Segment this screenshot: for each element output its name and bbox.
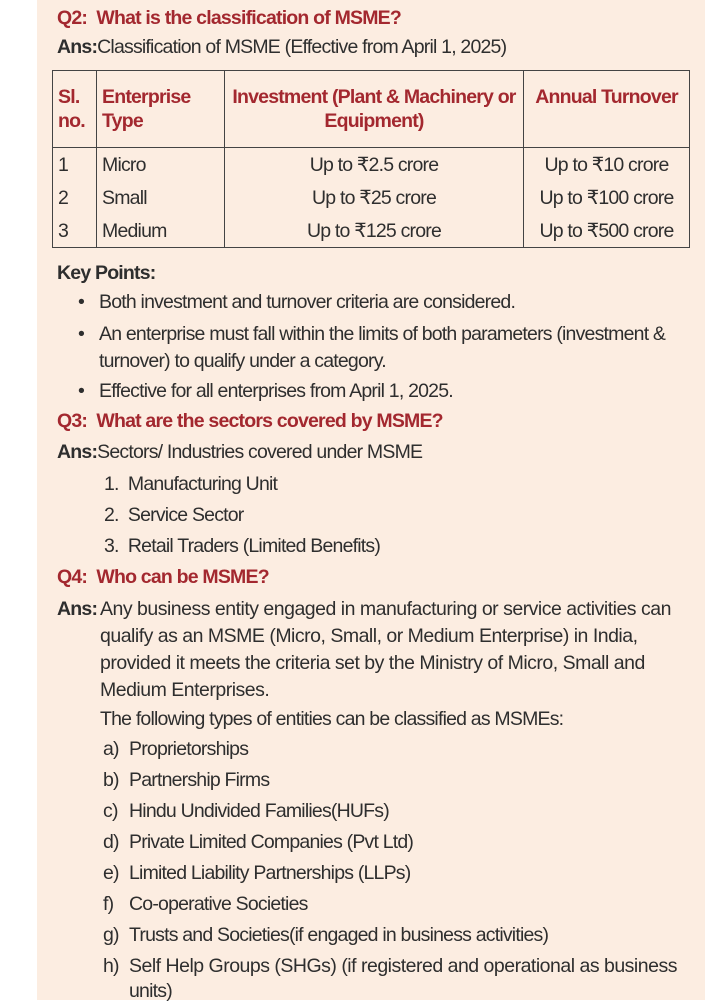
cell: 2 — [53, 181, 97, 214]
classification-table — [52, 70, 690, 248]
cell: Small — [97, 181, 225, 214]
table-row — [53, 148, 690, 182]
cell: Up to ₹10 crore — [524, 148, 690, 182]
item-marker: g) — [103, 924, 119, 946]
cell: Up to ₹2.5 crore — [225, 148, 524, 182]
q4-ans-label: Ans: — [57, 598, 98, 620]
entity-item: Trusts and Societies(if engaged in business activities) — [129, 924, 549, 946]
item-marker: f) — [103, 893, 114, 915]
key-point: An enterprise must fall within the limits of both parameters (investment & — [99, 323, 666, 345]
table-header — [53, 71, 690, 148]
cell: 1 — [53, 148, 97, 182]
table-row — [53, 214, 690, 248]
entity-item: Limited Liability Partnerships (LLPs) — [129, 862, 411, 884]
header-turnover: Annual Turnover — [524, 71, 690, 148]
cell: Up to ₹500 crore — [524, 214, 690, 248]
cell: 3 — [53, 214, 97, 248]
q4-intro: The following types of entities can be classified as MSMEs: — [100, 708, 564, 730]
q2-answer: Ans:Classification of MSME (Effective from April 1, 2025) — [57, 36, 507, 58]
cell: Up to ₹25 crore — [225, 181, 524, 214]
entity-item: Partnership Firms — [129, 769, 270, 791]
cell: Medium — [97, 214, 225, 248]
key-points-title: Key Points: — [57, 262, 156, 284]
entity-item-cont: units) — [129, 980, 172, 1002]
item-marker: h) — [103, 955, 119, 977]
entity-item: Private Limited Companies (Pvt Ltd) — [129, 831, 414, 853]
item-marker: c) — [103, 800, 118, 822]
q2-question: Q2: What is the classification of MSME? — [57, 7, 401, 29]
bullet: • — [78, 291, 85, 313]
sector-item: 1. Manufacturing Unit — [104, 473, 278, 495]
cell: Micro — [97, 148, 225, 182]
q4-answer: Any business entity engaged in manufacturing or service activities can qualify as an MSME (Micro, Small, or Medium Enterprise) in India, provided it meets the criteria set by the Ministry of Micro, Small and Medium Enterprises. — [100, 598, 671, 701]
item-marker: a) — [103, 738, 119, 760]
q3-question: Q3: What are the sectors covered by MSME? — [57, 410, 443, 432]
header-sl: Sl. no. — [53, 71, 97, 148]
key-point: Both investment and turnover criteria are considered. — [99, 291, 516, 313]
key-point: Effective for all enterprises from April 1, 2025. — [99, 380, 453, 402]
item-marker: d) — [103, 831, 119, 853]
item-marker: e) — [103, 862, 119, 884]
cell: Up to ₹100 crore — [524, 181, 690, 214]
table-row — [53, 181, 690, 214]
sector-item: 3. Retail Traders (Limited Benefits) — [104, 535, 381, 557]
q4-question: Q4: Who can be MSME? — [57, 566, 269, 588]
entity-item: Co-operative Societies — [129, 893, 308, 915]
item-marker: b) — [103, 769, 119, 791]
entity-item: Self Help Groups (SHGs) (if registered and operational as business — [129, 955, 677, 977]
sector-item: 2. Service Sector — [104, 504, 244, 526]
header-type: Enterprise Type — [97, 71, 225, 148]
header-investment: Investment (Plant & Machinery or Equipment) — [225, 71, 524, 148]
key-point-cont: turnover) to qualify under a category. — [99, 350, 386, 372]
q3-answer: Ans:Sectors/ Industries covered under MSME — [57, 441, 423, 463]
cell: Up to ₹125 crore — [225, 214, 524, 248]
entity-item: Proprietorships — [129, 738, 249, 760]
bullet: • — [78, 323, 85, 345]
bullet: • — [78, 380, 85, 402]
entity-item: Hindu Undivided Families(HUFs) — [129, 800, 389, 822]
